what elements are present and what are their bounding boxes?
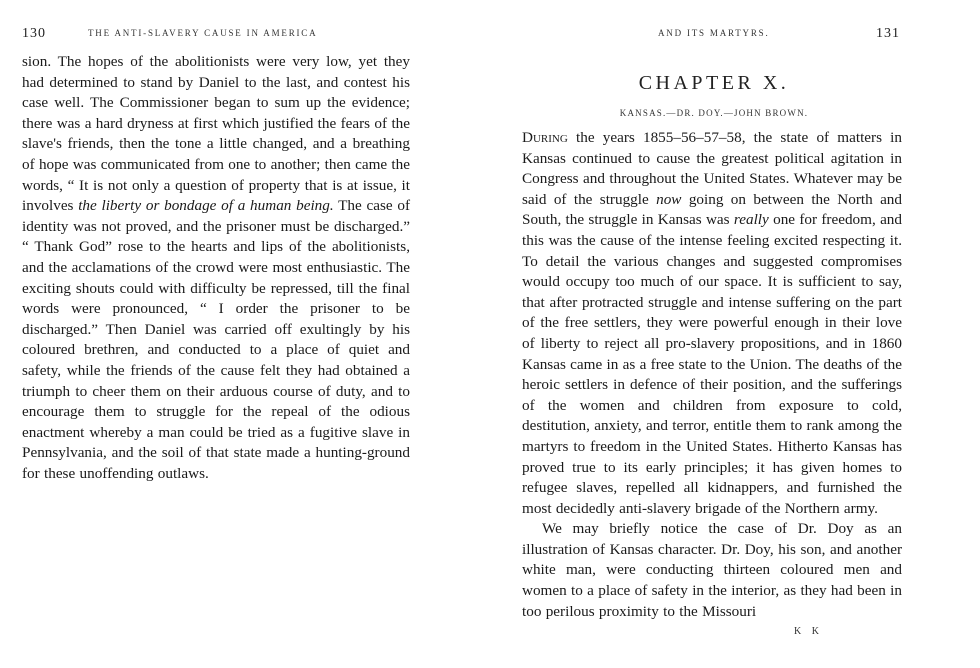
signature-mark: K K [794, 626, 823, 637]
page-number: 131 [876, 26, 900, 41]
body-text [22, 52, 410, 484]
page-number: 130 [22, 26, 46, 41]
paragraph-text: The case of identity was not proved, and the prisoner must be discharged.” “ Thank God” rose to the hearts and lips of the abolitionists, and the acclamations of the crowd were most enthusiastic. The exciting shouts could with difficulty be repressed, till the final words were pronounced, “ I order the prisoner to be discharged.” Then Daniel was carried off exultingly by his coloured brethren, and conducted to a place of quiet and safety, while the friends of the cause felt they had obtained a triumph to cheer them on their arduous course of duty, and to encourage them to struggle for the repeal of the odious enactment whereby a man could be tried as a fugitive slave in Pennsylvania, and the soil of that state made a hunting-ground for these unoffending outlaws. [22, 197, 411, 482]
paragraph-text: the years 1855–56–57–58, the state of matters in Kansas continued to cause the greatest political agitation in Congress and throughout the United States. Whatever may be said of the struggle [522, 129, 902, 208]
lead-word: During [522, 129, 568, 146]
italic-word: now [656, 190, 682, 208]
chapter-subtitle: KANSAS.—DR. DOY.—JOHN BROWN. [619, 108, 809, 118]
italic-phrase: the liberty or bondage of a human being. [78, 197, 334, 215]
paragraph [22, 52, 410, 484]
right-page [490, 0, 980, 668]
running-head: AND ITS MARTYRS. [658, 28, 770, 38]
running-head: THE ANTI-SLAVERY CAUSE IN AMERICA [88, 28, 318, 38]
paragraph-text: sion. The hopes of the abolitionists were very low, yet they had determined to stand by Daniel to the last, and contest his case well. The Commissioner began to sum up the evidence; there was a hard dryness at first which justified the fears of the slave's friends, then the tone a little changed, and a breathing of hope was communicated from one to another; then came the words, “ It is not only a question of property that is at issue, it involves [22, 53, 410, 215]
paragraph [522, 128, 902, 519]
paragraph-text: going on between the North and South, the struggle in Kansas was [522, 190, 902, 229]
paragraph-text: one for freedom, and this was the cause of the intense feeling excited respecting it. To detail the various changes and suggested compromises would occupy too much of our space. It is sufficient to say, that after protracted struggle and intense suffering on the part of the free settlers, they were powerful enough in their love of liberty to reject all pro-slavery propositions, and in 1860 Kansas came in as a free state to the Union. The deaths of the heroic settlers in defence of their position, and the sufferings of the women and children from exposure to cold, destitution, anxiety, and terror, entitle them to rank among the martyrs to freedom in the United States. Hitherto Kansas has proved true to its early principles; it has given homes to refugee slaves, repelled all kidnappers, and furnished the most decidedly anti-slavery brigade of the Northern army. [522, 211, 902, 517]
chapter-title: CHAPTER X. [638, 72, 790, 94]
paragraph: We may briefly notice the case of Dr. Doy as an illustration of Kansas character. Dr. Doy, his son, and another white man, were conducting thirteen coloured men and women to a place of safety in the interior, as they had been in too perilous proximity to the Missouri [522, 520, 902, 620]
body-text [522, 128, 902, 622]
italic-word: really [733, 211, 769, 229]
